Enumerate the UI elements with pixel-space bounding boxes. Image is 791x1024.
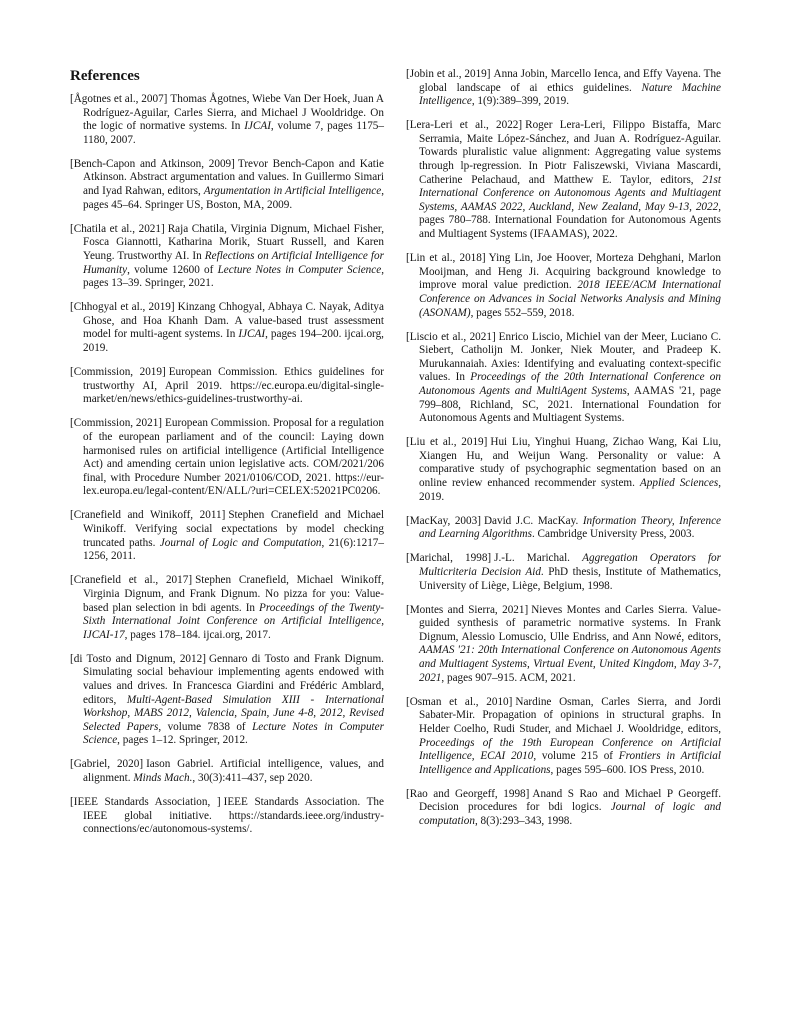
reference-text: , pages 45–64. Springer US, Boston, MA, 2009. [83, 185, 385, 211]
reference-text: , pages 194–200. ijcai.org, 2019. [83, 328, 384, 354]
reference-text: Kinzang Chhogyal, Abhaya C. Nayak, Aditya Ghose, and Hoa Khanh Dam. A value-based trust assessment model for multi-agent systems. In [83, 301, 384, 341]
citation-key: [Jobin et al., 2019] [406, 68, 491, 80]
citation-key: [Liu et al., 2019] [406, 436, 488, 449]
citation-key: [Commission, 2021] [70, 417, 163, 430]
reference-text: Raja Chatila, Virginia Dignum, Michael Fisher, Fosca Giannotti, Katharina Morik, Stuart Russell, and Karen Yeung. Trustworthy AI. In [83, 222, 384, 262]
reference-entry [406, 119, 721, 241]
reference-venue: Aggregation Operators for Multicriteria Decision Aid [419, 552, 721, 578]
reference-venue: Proceedings of the 19th European Conference on Artificial Intelligence, ECAI 2010 [419, 736, 721, 763]
reference-text: European Commission. Ethics guidelines for trustworthy AI, April 2019. https://ec.europa.eu/digital-single-market/en/news/ethics-guidelines-trustworthy-ai. [83, 366, 384, 406]
reference-venue: IJCAI [244, 120, 271, 133]
reference-entry [70, 417, 384, 499]
citation-key: [di Tosto and Dignum, 2012] [70, 652, 206, 665]
reference-text: , pages 13–39. Springer, 2021. [83, 263, 384, 290]
reference-entry [70, 93, 384, 147]
reference-entry [406, 331, 721, 426]
citation-key: [Cranefield et al., 2017] [70, 574, 193, 587]
reference-text: Gennaro di Tosto and Frank Dignum. Simulating social behaviour implementing agents endowed with values and drives. In Francesca Giardini and Frédéric Amblard, editors, [83, 652, 384, 706]
reference-entry [70, 366, 384, 407]
reference-text: Thomas Ågotnes, Wiebe Van Der Hoek, Juan A Rodríguez-Aguilar, Carles Sierra, and Michael J Wooldridge. On the logic of normative systems. In [83, 93, 384, 133]
reference-text: , pages 595–600. IOS Press, 2010. [550, 763, 705, 776]
reference-entry [406, 436, 721, 504]
citation-key: [Lera-Leri et al., 2022] [406, 119, 523, 132]
reference-text: , 8(3):293–343, 1998. [474, 815, 573, 827]
reference-text: , volume 215 of [533, 750, 619, 763]
reference-text: Enrico Liscio, Michiel van der Meer, Luciano C. Siebert, Catholijn M. Jonker, Niek Mouter, and Pradeep K. Murukannaiah. Axies: Identifying and evaluating context-specific values. In [419, 330, 722, 384]
citation-key: [MacKay, 2003] [406, 514, 481, 527]
citation-key: [Lin et al., 2018] [406, 252, 486, 265]
reference-text: Stephen Cranefield, Michael Winikoff, Virginia Dignum, and Frank Dignum. No pizza for you: Value-based plan selection in bdi agents. In [83, 574, 384, 614]
reference-venue: Proceedings of the Twenty-Sixth International Joint Conference on Artificial Intelligence, IJCAI-17 [83, 601, 384, 641]
citation-key: [Liscio et al., 2021] [406, 330, 496, 343]
reference-text: . PhD thesis, Institute of Mathematics, University of Liège, Liège, Belgium, 1998. [419, 566, 721, 592]
citation-key: [Bench-Capon and Atkinson, 2009] [70, 157, 235, 170]
reference-venue: Reflections on Artificial Intelligence for Humanity [83, 249, 384, 276]
left-column [70, 93, 384, 847]
reference-entry [406, 604, 721, 686]
reference-text: IEEE Standards Association. The IEEE global initiative. https://standards.ieee.org/industry-connections/ec/autonomous-systems/. [83, 796, 384, 836]
citation-key: [Montes and Sierra, 2021] [406, 603, 529, 616]
reference-entry [70, 796, 384, 837]
right-column [406, 68, 721, 839]
reference-venue: AAMAS '21: 20th International Conference on Autonomous Agents and Multiagent Systems, Virtual Event, United Kingdom, May 3-7, 2021 [419, 644, 721, 684]
reference-entry [70, 158, 384, 212]
reference-entry [70, 223, 384, 291]
reference-text: Iason Gabriel. Artificial intelligence, values, and alignment. [83, 758, 384, 785]
reference-venue: Information Theory, Inference and Learning Algorithms [419, 514, 722, 541]
reference-venue: Lecture Notes in Computer Science [217, 263, 382, 276]
reference-entry [406, 68, 721, 109]
reference-entry [70, 653, 384, 748]
reference-text: Stephen Cranefield and Michael Winikoff. Verifying social expectations by model checking truncated paths. [83, 509, 384, 549]
reference-text: , pages 552–559, 2018. [470, 306, 575, 319]
citation-key: [Osman et al., 2010] [406, 695, 513, 708]
reference-venue: Journal of logic and computation [419, 801, 721, 827]
reference-entry [70, 301, 384, 355]
citation-key: [Commission, 2019] [70, 366, 166, 379]
reference-text: , 21(6):1217–1256, 2011. [83, 536, 384, 563]
reference-text: , pages 1–12. Springer, 2012. [117, 734, 248, 747]
reference-venue: 21st International Conference on Autonomous Agents and Multiagent Systems, AAMAS 2022, Auckland, New Zealand, May 9-13, 2022 [419, 173, 721, 213]
reference-venue: Lecture Notes in Computer Science [83, 720, 384, 747]
citation-key: [Chatila et al., 2021] [70, 222, 165, 235]
citation-key: [Gabriel, 2020] [70, 758, 144, 771]
reference-text: . Cambridge University Press, 2003. [531, 528, 695, 541]
reference-text: , 2019. [419, 477, 722, 503]
reference-venue: Applied Sciences [639, 477, 719, 490]
reference-entry [406, 252, 721, 320]
reference-text: , volume 12600 of [127, 263, 218, 276]
reference-text: European Commission. Proposal for a regulation of the european parliament and of the council: Laying down harmonised rules on artificial intelligence (Artificial Intelligence Act) and amending certain union legislative acts. COM/2021/206 final, with Procedure Number 2021/0106/COD, 2021. https://eur-lex.europa.eu/legal-content/EN/ALL/?uri=CELEX:52021PC0206. [83, 417, 384, 498]
citation-key: [IEEE Standards Association, ] [70, 796, 221, 809]
reference-text: Nardine Osman, Carles Sierra, and Jordi Sabater-Mir. Propagation of opinions in structural graphs. In Helder Coelho, Rudi Studer, and Michael J. Wooldridge, editors, [419, 695, 721, 735]
reference-venue: Frontiers in Artificial Intelligence and Applications [419, 750, 721, 776]
reference-text: Hui Liu, Yinghui Huang, Zichao Wang, Kai Liu, Xiangen Hu, and Weijun Wang. Personality or value: A comparative study of psychographic segmentation based on an online review enhanced recommender system. [419, 436, 721, 490]
reference-entry [406, 696, 721, 778]
citation-key: [Ågotnes et al., 2007] [70, 93, 168, 105]
reference-text: , 30(3):411–437, sep 2020. [192, 772, 313, 785]
reference-entry [406, 788, 721, 829]
reference-text: , 1(9):389–399, 2019. [471, 95, 570, 108]
reference-text: Anna Jobin, Marcello Ienca, and Effy Vayena. The global landscape of ai ethics guidelines. [419, 68, 722, 94]
reference-text: , volume 7, pages 1175–1180, 2007. [83, 120, 384, 146]
citation-key: [Cranefield and Winikoff, 2011] [70, 509, 226, 522]
reference-venue: Proceedings of the 20th International Conference on Autonomous Agents and MultiAgent Systems [419, 371, 721, 397]
reference-venue: Multi-Agent-Based Simulation XIII - International Workshop, MABS 2012, Valencia, Spain, June 4-8, 2012, Revised Selected Papers [83, 693, 384, 733]
reference-venue: 2018 IEEE/ACM International Conference on Advances in Social Networks Analysis and Mining (ASONAM) [419, 279, 721, 319]
citation-key: [Marichal, 1998] [406, 552, 492, 565]
reference-entry [406, 552, 721, 593]
reference-text: Roger Lera-Leri, Filippo Bistaffa, Marc Serramia, Maite López-Sánchez, and Juan A. Rodríguez-Aguilar. Towards pluralistic value alignment: Aggregating value systems through lp-regression. In Piotr Faliszewski, Viviana Mascardi, Catherine Pelachaud, and Matthew E. Taylor, editors, [419, 119, 721, 186]
reference-text: , volume 7838 of [158, 720, 253, 733]
citation-key: [Rao and Georgeff, 1998] [406, 787, 530, 800]
reference-venue: IJCAI [238, 328, 266, 341]
reference-text: Ying Lin, Joe Hoover, Morteza Dehghani, Marlon Mooijman, and Heng Ji. Acquiring background knowledge to improve moral value prediction. [419, 252, 721, 292]
reference-entry [70, 509, 384, 563]
reference-entry [70, 758, 384, 785]
reference-venue: Nature Machine Intelligence [419, 81, 721, 108]
reference-venue: Journal of Logic and Computation [159, 536, 322, 549]
reference-text: , AAMAS '21, page 799–808, Richland, SC, 2021. International Foundation for Autonomous Agents and Multiagent Systems. [419, 384, 721, 425]
reference-text: , pages 907–915. ACM, 2021. [441, 671, 576, 684]
reference-text: Nieves Montes and Carles Sierra. Value-guided synthesis of parametric normative systems. In Frank Dignum, Alessio Lomuscio, Ulle Endriss, and Ann Nowé, editors, [419, 603, 721, 643]
citation-key: [Chhogyal et al., 2019] [70, 301, 175, 314]
reference-text: Trevor Bench-Capon and Katie Atkinson. Abstract argumentation and values. In Guillermo Simari and Iyad Rahwan, editors, [83, 157, 384, 198]
reference-text: , pages 178–184. ijcai.org, 2017. [124, 628, 271, 641]
reference-entry [406, 515, 721, 542]
reference-venue: Argumentation in Artificial Intelligence [203, 185, 382, 198]
reference-text: Anand S Rao and Michael P Georgeff. Decision procedures for bdi logics. [419, 787, 721, 814]
reference-text: J.-L. Marichal. [494, 552, 583, 565]
reference-venue: Minds Mach. [133, 772, 193, 785]
reference-text: David J.C. MacKay. [483, 514, 583, 527]
reference-text: , pages 780–788. International Foundation for Autonomous Agents and Multiagent Systems (IFAAMAS), 2022. [419, 200, 721, 241]
section-heading: References [70, 68, 140, 84]
reference-entry [70, 574, 384, 642]
